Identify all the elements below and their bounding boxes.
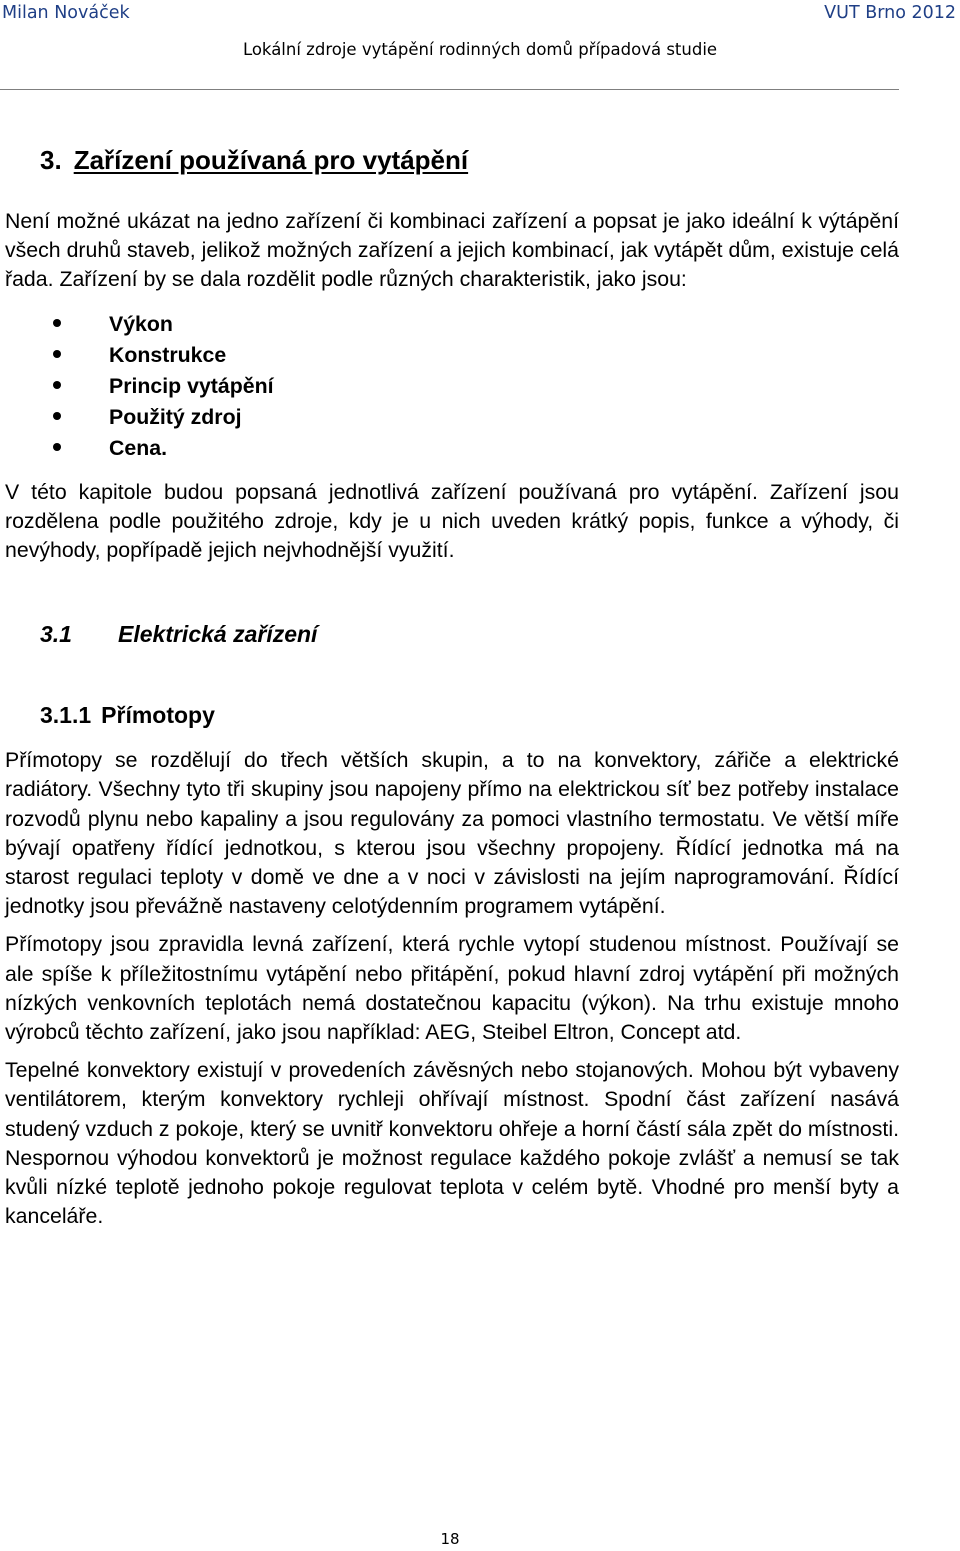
list-item [5,309,899,340]
section-heading [40,617,899,651]
list-item-label: Konstrukce [109,342,227,367]
page-header [0,0,960,92]
list-item [5,433,899,464]
list-item-label: Použitý zdroj [109,404,242,429]
chapter-number: 3. [40,145,62,175]
chapter-intro-paragraph: Není možné ukázat na jedno zařízení či kombinaci zařízení a popsat je jako ideální k výtápění všech druhů staveb, jelikož možných zařízení a jejich kombinací, jak vytápět dům, existuje celá řada. Zařízení by se dala rozdělit podle různých charakteristik, jako jsou: [5,209,899,292]
bullet-icon [53,350,61,358]
bullet-icon [53,412,61,420]
page-content [5,135,899,1231]
subsection-heading [40,698,899,732]
list-item-label: Princip vytápění [109,373,274,398]
header-school: VUT Brno 2012 [824,3,956,23]
section-title: Elektrická zařízení [118,621,318,648]
characteristics-list [5,309,899,464]
list-item [5,402,899,433]
subsection-number: 3.1.1 [40,702,92,729]
chapter-title: Zařízení používaná pro vytápění [73,145,469,175]
bullet-icon [53,443,61,451]
list-item-label: Výkon [109,311,173,336]
subsection-title: Přímotopy [101,702,215,729]
body-paragraph: Přímotopy se rozdělují do třech větších skupin, a to na konvektory, zářiče a elektrické radiátory. Všechny tyto tři skupiny jsou napojeny přímo na elektrickou síť bez potřeby instalace rozvodů plynu nebo kapaliny a jsou regulovány za pomoci vlastního termostatu. Ve větší míře bývají opatřeny řídící jednotkou, s kterou jsou všechny propojeny. Řídící jednotka má na starost regulaci teploty v domě ve dne a v noci v závislosti na jejím naprogramování. Řídící jednotky jsou převážně nastaveny celotýdenním programem vytápění. [5,748,899,919]
bullet-icon [53,319,61,327]
list-item-label: Cena. [109,435,167,460]
page-number: 18 [440,1530,460,1548]
section-number: 3.1 [40,621,72,648]
header-author: Milan Nováček [2,3,130,23]
bullet-icon [53,381,61,389]
body-paragraph: Tepelné konvektory existují v provedeních závěsných nebo stojanových. Mohou být vybaveny ventilátorem, kterým konvektory rychleji ohřívají místnost. Spodní část zařízení nasává studený vzduch z pokoje, který se uvnitř konvektoru ohřeje a horní částí sála zpět do místnosti. Nespornou výhodou konvektorů je možnost regulace každého pokoje zvlášť a nemusí se tak kvůli nízké teplotě jednoho pokoje regulovat teplota v celém bytě. Vhodné pro menší byty a kanceláře. [5,1058,899,1229]
body-paragraph: Přímotopy jsou zpravidla levná zařízení, která rychle vytopí studenou místnost. Používají se ale spíše k příležitostnímu vytápění nebo přitápění, pokud hlavní zdroj vytápění při možných nízkých venkovních teplotách nemá dostatečnou kapacitu (výkon). Na trhu existuje mnoho výrobců těchto zařízení, jako jsou například: AEG, Steibel Eltron, Concept atd. [5,932,899,1045]
list-item [5,371,899,402]
chapter-summary-paragraph: V této kapitole budou popsaná jednotlivá zařízení používaná pro vytápění. Zařízení jsou rozdělena podle použitého zdroje, kdy je u nich uveden krátký popis, funkce a výhody, či nevýhody, popřípadě jejich nejvhodnější využití. [5,479,899,563]
header-subtitle: Lokální zdroje vytápění rodinných domů případová studie [242,40,718,59]
list-item [5,340,899,371]
chapter-heading [40,135,899,185]
header-divider [0,89,899,90]
